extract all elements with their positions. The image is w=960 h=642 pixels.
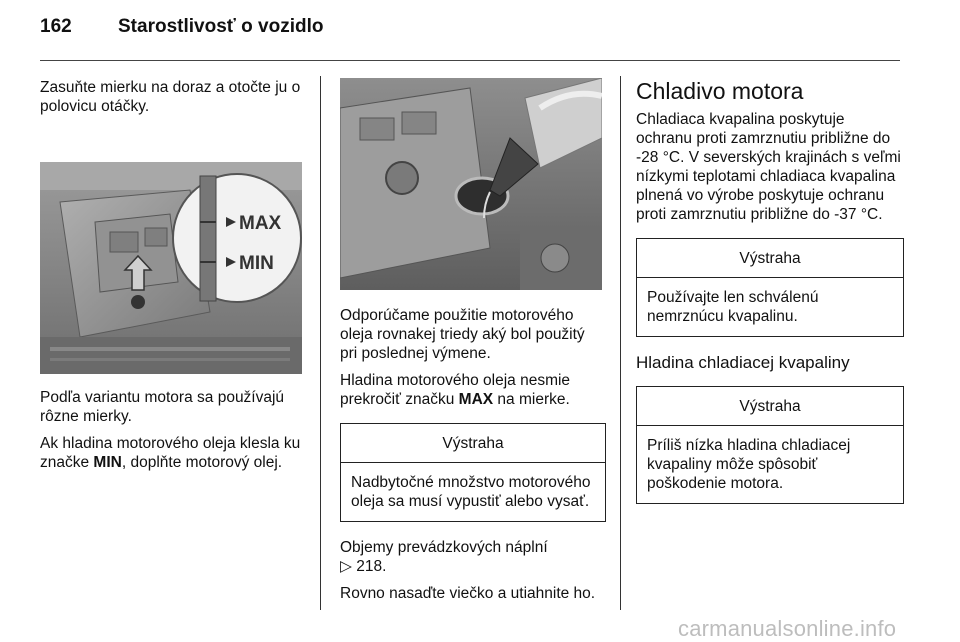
header-rule (40, 60, 900, 61)
cap-instruction: Rovno nasaďte viečko a utiahnite ho. (340, 585, 596, 602)
max-level-note: Hladina motorového oleja nesmie prekročiť značku MAX na mierke. (340, 372, 571, 408)
warning-body: Používajte len schválenú nemrznúcu kvapalinu. (647, 289, 819, 325)
max-mark-label: MAX (239, 213, 282, 234)
column-1 (40, 78, 306, 472)
warning-title: Výstraha (637, 387, 903, 426)
section-heading-coolant: Chladivo motora (636, 78, 804, 104)
warning-box-oil (340, 423, 606, 522)
subheading-coolant-level: Hladina chladiacej kvapaliny (636, 353, 850, 372)
oil-filling-illustration (340, 78, 602, 290)
page-number: 162 (40, 16, 72, 37)
warning-box-antifreeze (636, 238, 904, 337)
oil-filling-figure (340, 78, 602, 290)
capacities-reference: Objemy prevádzkových náplní ▷ 218. (340, 539, 548, 575)
dipstick-intro: Zasuňte mierku na doraz a otočte ju o polovicu otáčky. (40, 79, 301, 115)
column-2 (340, 78, 606, 603)
page-reference-icon: ▷ (340, 558, 352, 575)
engine-dipstick-illustration (40, 162, 302, 374)
min-level-note: Ak hladina motorového oleja klesla ku značke MIN, doplňte motorový olej. (40, 435, 301, 471)
warning-title: Výstraha (341, 424, 605, 463)
coolant-description: Chladiaca kvapalina poskytuje ochranu proti zamrznutiu približne do -28 °C. V severských krajinách s veľmi nízkymi teplotami chladiaca kvapalina plnená vo výrobe poskytuje ochranu proti zamrznutiu približne do -37 °C. (636, 111, 901, 223)
column-divider-2 (620, 76, 621, 610)
max-keyword: MAX (458, 391, 494, 408)
page-header (40, 16, 920, 52)
warning-title: Výstraha (637, 239, 903, 278)
warning-body: Príliš nízka hladina chladiacej kvapaliny môže spôsobiť poškodenie motora. (647, 437, 851, 492)
column-divider-1 (320, 76, 321, 610)
watermark: carmanualsonline.info (678, 616, 897, 641)
min-keyword: MIN (93, 454, 122, 471)
dipstick-figure (40, 162, 302, 374)
min-mark-label: MIN (239, 253, 274, 274)
page-title: Starostlivosť o vozidlo (118, 16, 324, 37)
column-3 (636, 78, 904, 520)
dipstick-variants-note: Podľa variantu motora sa používajú rôzne mierky. (40, 389, 285, 425)
warning-body: Nadbytočné množstvo motorového oleja sa musí vypustiť alebo vysať. (351, 474, 591, 510)
oil-recommendation: Odporúčame použitie motorového oleja rovnakej triedy aký bol použitý pri poslednej výmene. (340, 307, 585, 362)
warning-box-coolant-level (636, 386, 904, 504)
